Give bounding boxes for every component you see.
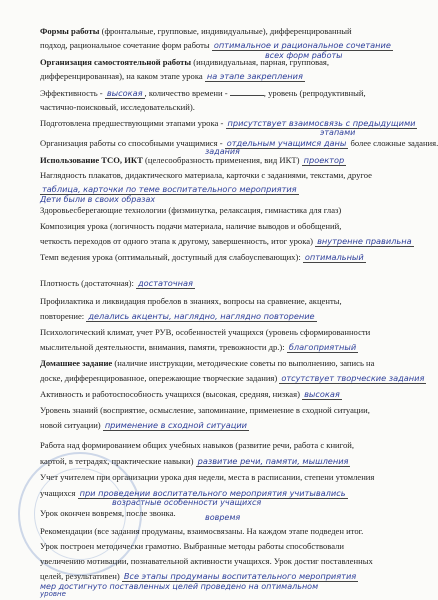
hw-able-2: задания [205, 147, 240, 156]
hw-tempo: оптимальный [304, 252, 364, 262]
hw-schedule-2: возрастные особенности учащихся [112, 498, 262, 507]
hw-recommend-2: мер достигнуто поставленных целей проведено на оптимальном [40, 582, 319, 591]
line-recommend: Рекомендации (все задания продуманы, взаимосвязаны. На каждом этапе подведен итог. [40, 526, 364, 536]
hw-stage: на этапе закрепления [206, 71, 303, 81]
hw-recommend: Все этапы продуманы воспитательного мероприятия [123, 571, 357, 581]
line-activity: Активность и работоспособность учащихся (высокая, средняя, низкая) высокая [40, 389, 340, 399]
hw-activity: высокая [304, 389, 340, 399]
line-visual-hw [40, 184, 421, 195]
hw-homework: отсутствует творческие задания [281, 373, 425, 383]
line-approach: подход, рациональное сочетание форм работы оптимальное и рациональное сочетание [40, 40, 391, 50]
label-selfwork: Организация самостоятельной работы [40, 57, 192, 67]
line-efficiency: Эффективность - высокая , количество времени - , уровень (репродуктивный, [40, 88, 366, 98]
line-forms [40, 26, 421, 37]
hw-knowledge: применение в сходной ситуации [104, 420, 248, 430]
line-recommend-3: увеличению мотивации, познавательной активности учащихся. Урок достиг поставленных [40, 556, 373, 566]
line-students: учащихся при проведении воспитательного мероприятия учитывались [40, 488, 346, 498]
line-schedule: Учет учителем при организации урока дня недели, места в расписании, степени утомления [40, 472, 375, 482]
hw-visual: таблица, карточки по теме воспитательного мероприятия [42, 184, 297, 194]
line-selfwork: Организация самостоятельной работы (индивидуальная, парная, групповая, [40, 57, 330, 67]
line-gaps: Профилактика и ликвидация пробелов в знаниях, вопросы на сравнение, акценты, [40, 296, 342, 306]
line-skills-2: картой, в тетрадях, практические навыки) развитие речи, памяти, мышления [40, 456, 349, 466]
line-prepared: Подготовлена предшествующими этапами урока - присутствует взаимосвязь с предыдущими [40, 118, 416, 128]
line-homework: Домашнее задание (наличие инструкции, методические советы по выполнению, запись на [40, 358, 375, 368]
line-climate: Психологический климат, учет РУВ, особенностей учащихся (уровень сформированности [40, 327, 371, 337]
line-composition: Композиция урока (логичность подачи материала, наличие выводов и обобщений, [40, 221, 342, 231]
hw-recommend-3: уровне [40, 590, 66, 598]
hw-composition: внутренне правильна [317, 236, 412, 246]
hw-visual-2: Дети были в своих образах [40, 195, 156, 204]
label-forms: Формы работы [40, 26, 100, 36]
hw-ontime: вовремя [205, 513, 241, 522]
hw-skills: развитие речи, памяти, мышления [197, 456, 349, 466]
hw-forms-2: всех форм работы [265, 51, 343, 60]
line-level: частично-поисковый, исследовательский). [40, 102, 195, 112]
hw-efficiency: высокая [106, 88, 143, 98]
hw-density: достаточная [138, 278, 193, 288]
line-forms-rest: (фронтальные, групповые, индивидуальные), дифференцированный [101, 26, 352, 36]
hw-schedule: при проведении воспитательного мероприятия учитывались [79, 488, 346, 498]
hw-climate: благоприятный [288, 342, 357, 352]
line-health: Здоровьесберегающие технологии (физминутка, релаксация, гимнастика для глаз) [40, 205, 342, 215]
line-ontime: Урок окончен вовремя, после звонка. [40, 508, 176, 518]
line-tempo: Темп ведения урока (оптимальный, доступный для слабоуспевающих): оптимальный [40, 252, 364, 262]
line-repeat: повторение: делались акценты, наглядно, наглядно повторение [40, 311, 315, 321]
line-selfwork-stage: дифференцированная), на каком этапе урока на этапе закрепления [40, 71, 303, 81]
hw-prepared-2: этапами [320, 128, 356, 137]
line-homework-2: доске, дифференцированное, опережающие творческие задания) отсутствует творческие задания [40, 373, 425, 383]
line-thinking: мыслительной деятельности, внимания, памяти, тревожности др.): благоприятный [40, 342, 357, 352]
line-skills: Работа над формированием общих учебных навыков (развитие речи, работа с книгой, [40, 440, 355, 450]
line-ict: Использование ТСО, ИКТ (целесообразность применения, вид ИКТ) проектор [40, 155, 345, 165]
hw-able: отдельным учащимся даны [226, 138, 347, 148]
hw-ict: проектор [303, 155, 345, 165]
hw-forms: оптимальное и рациональное сочетание [213, 40, 391, 50]
line-visual: Наглядность плакатов, дидактического материала, карточки с заданиями, текстами, другое [40, 170, 372, 180]
line-recommend-2: Урок построен методически грамотно. Выбранные методы работы способствовали [40, 541, 345, 551]
line-transitions: четкость переходов от одного этапа к другому, завершенность, итог урока) внутренне правильна [40, 236, 412, 246]
line-able: Организация работы со способными учащимися - отдельным учащимся даны более сложные задания. [40, 138, 438, 148]
blank-time [230, 87, 264, 96]
line-density: Плотность (достаточная): достаточная [40, 278, 193, 288]
label-homework: Домашнее задание [40, 358, 113, 368]
hw-repeat: делались акценты, наглядно, наглядно повторение [88, 311, 315, 321]
line-recommend-4: целей, результативен) Все этапы продуманы воспитательного мероприятия [40, 571, 357, 581]
label-ict: Использование ТСО, ИКТ [40, 155, 143, 165]
line-knowledge: Уровень знаний (восприятие, осмысление, запоминание, применение в сходной ситуации, [40, 405, 370, 415]
hw-prepared: присутствует взаимосвязь с предыдущими [227, 118, 416, 128]
line-knowledge-2: новой ситуации) применение в сходной ситуации [40, 420, 248, 430]
